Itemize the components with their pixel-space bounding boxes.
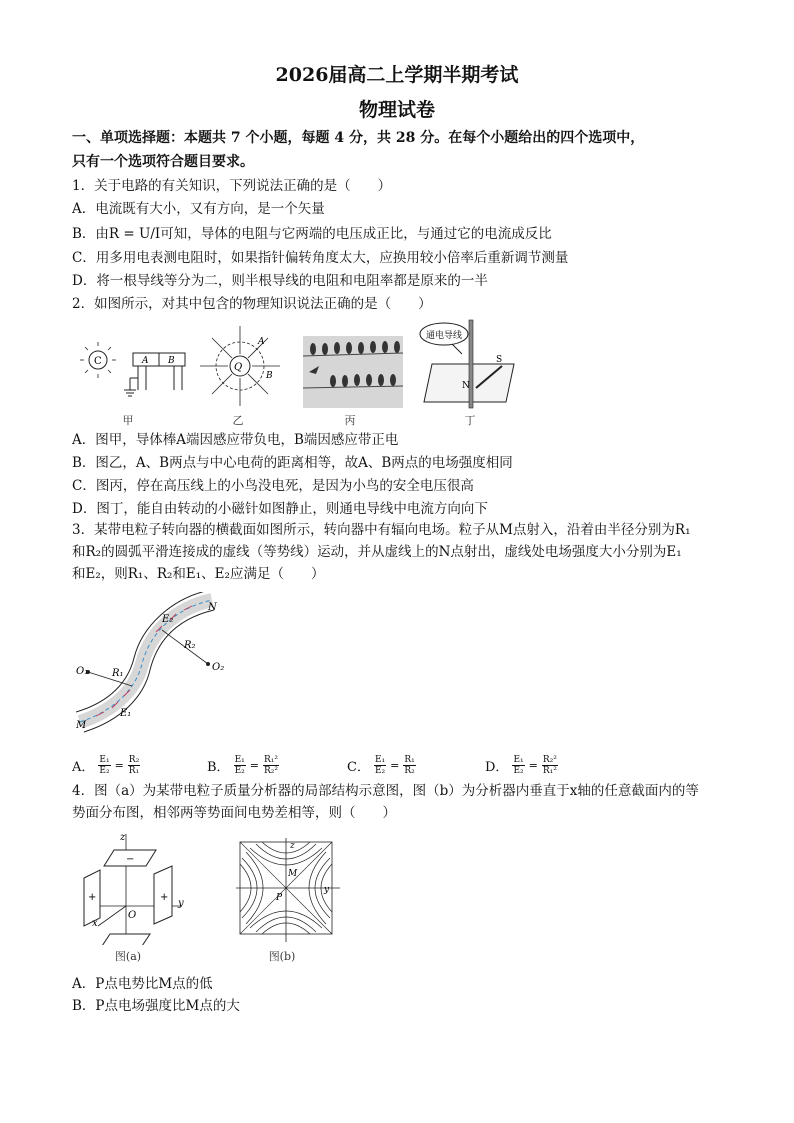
fig-ding-label-s: S [496,355,503,365]
q4-option-a: A．P点电势比M点的低 [72,976,213,992]
q3-option-a: A． $\frac{\text{E₁}}{\text{E₂}}$ = $\frac{\text{R₂}}{\text{R₁}}$ [72,755,140,776]
fig-q3-label-n: N [208,602,217,613]
q1-option-b: B．由R = U/I可知，导体的电阻与它两端的电压成正比，与通过它的电流成反比 [72,226,552,242]
figure-jia [78,338,188,408]
figure-q4-b [236,838,340,942]
q3-line-1: 3．某带电粒子转向器的横截面如图所示，转向器中有辐向电场。粒子从M点射入，沿着由半径分别为R₁ [72,522,691,538]
q1-option-d: D．将一根导线等分为二，则半根导线的电阻和电阻率都是原来的一半 [72,273,488,289]
q2-stem: 2．如图所示，对其中包含的物理知识说法正确的是（ ） [72,296,432,312]
fig-jia-label-b: B [168,356,175,366]
q1-option-a: A．电流既有大小，又有方向，是一个矢量 [72,201,325,217]
fig-q3-label-e1: E₁ [120,708,132,719]
fig-q3-label-e2: E₂ [162,614,174,625]
fig-q3-label-r2: R₂ [184,640,196,651]
q4-line-2: 势面分布图，相邻两等势面间电势差相等，则（ ） [72,805,396,821]
caption-bing: 丙 [344,414,356,427]
fig-ding-label-wire: 通电导线 [426,331,463,341]
fig-q3-label-o2: O₂ [212,662,225,673]
q2-option-a: A．图甲，导体棒A端因感应带负电，B端因感应带正电 [72,432,399,448]
q4-option-b: B．P点电场强度比M点的大 [72,998,240,1014]
fig-q4a-label-y: y [178,898,184,909]
q2-option-b: B．图乙，A、B两点与中心电荷的距离相等，故A、B两点的电场强度相同 [72,455,513,471]
q3-option-c: C． $\frac{\text{E₁}}{\text{E₂}}$ = $\frac{\text{R₁}}{\text{R₂}}$ [347,755,415,776]
fig-yi-label-b: B [266,371,273,381]
caption-jia: 甲 [122,414,134,427]
fig-yi-label-a: A [258,337,265,347]
q3-line-3: 和E₂，则R₁、R₂和E₁、E₂应满足（ ） [72,566,325,582]
figure-q4-a [80,830,190,945]
fig-q4a-plus: + [88,892,97,903]
fig-q3-label-o1: O₁ [76,666,89,677]
caption-q4-a: 图(a) [114,950,142,963]
caption-yi: 乙 [232,414,244,427]
fig-q4a-label-x: x [92,918,98,929]
q4-line-1: 4．图（a）为某带电粒子质量分析器的局部结构示意图，图（b）为分析器内垂直于x轴的任意截面内的等 [72,783,699,799]
figure-q3-deflector [76,592,236,742]
caption-ding: 丁 [464,414,476,427]
fig-q4b-label-p: P [276,893,283,903]
fig-jia-label-c: C [94,356,102,367]
figure-yi [198,324,282,408]
fig-q3-label-r1: R₁ [112,668,124,679]
fig-q4a-label-z: z [120,832,126,843]
fig-q4b-label-z: z [290,841,295,851]
caption-q4-b: 图(b) [268,950,296,963]
fig-q4a-plus-2: + [160,892,169,903]
fig-q4b-label-y: y [324,885,330,895]
fig-yi-label-q: Q [234,362,243,373]
section-heading-2: 只有一个选项符合题目要求。 [72,154,254,170]
q1-stem: 1．关于电路的有关知识，下列说法正确的是（ ） [72,178,392,194]
fig-q3-label-m: M [76,720,87,731]
figure-bing [303,336,403,408]
fig-q4a-label-o: O [128,910,137,921]
q3-option-b: B． $\frac{\text{E₁}}{\text{E₂}}$ = $\frac{\text{R₁²}}{\text{R₂²}}$ [207,755,278,776]
exam-title: 2026届高二上学期半期考试 [275,64,519,86]
exam-subtitle: 物理试卷 [358,99,435,121]
fig-ding-label-n: N [462,381,470,391]
q1-option-c: C．用多用电表测电阻时，如果指针偏转角度太大，应换用较小倍率后重新调节测量 [72,250,569,266]
q3-option-d: D． $\frac{\text{E₁}}{\text{E₂}}$ = $\frac{\text{R₂²}}{\text{R₁²}}$ [485,755,557,776]
fig-jia-label-a: A [142,356,149,366]
section-heading-1: 一、单项选择题：本题共 7 个小题，每题 4 分，共 28 分。在每个小题给出的四个选项中， [72,130,645,146]
q3-line-2: 和R₂的圆弧平滑连接成的虚线（等势线）运动，并从虚线上的N点射出，虚线处电场强度大小分别为E₁ [72,544,682,560]
q2-option-c: C．图丙，停在高压线上的小鸟没电死，是因为小鸟的安全电压很高 [72,478,474,494]
fig-q4a-minus: − [126,854,135,865]
figure-ding [418,318,528,410]
q2-option-d: D．图丁，能自由转动的小磁针如图静止，则通电导线中电流方向向下 [72,501,488,517]
fig-q4b-label-m: M [288,869,298,879]
